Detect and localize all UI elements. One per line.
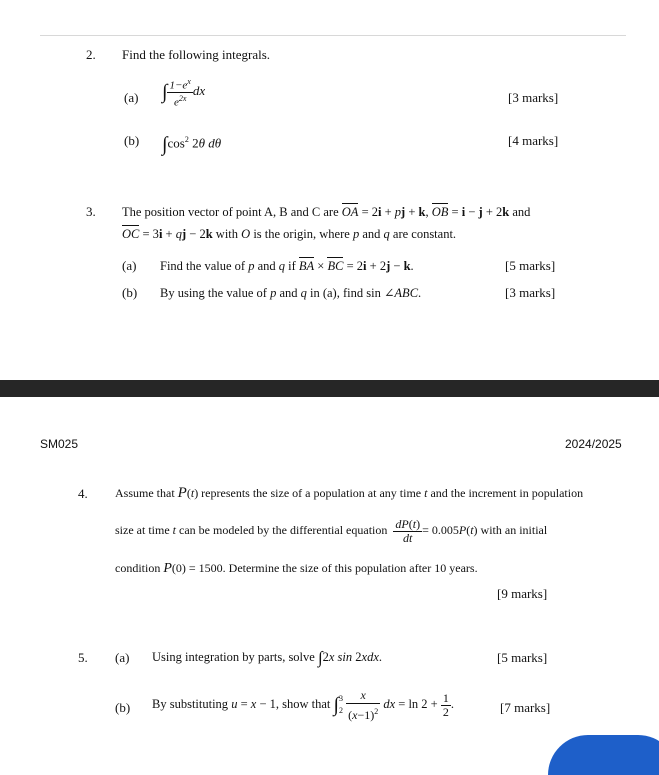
q3-line2: OC = 3i + qj − 2k with O is the origin, where p and q are constant.: [122, 227, 457, 241]
q5a-marks: [5 marks]: [497, 650, 548, 665]
course-code: SM025: [40, 437, 79, 451]
q2a-expression: ∫ $\frac{1-e^x}{e^{2x}}$ dx: [162, 77, 206, 109]
q3a-text: Find the value of p and q if BA × BC = 2i + 2j − k.: [160, 259, 414, 273]
q2-stem: Find the following integrals.: [122, 47, 271, 62]
q2a-marks: [3 marks]: [508, 90, 559, 105]
q3-number: 3.: [86, 204, 96, 219]
q2a-label: (a): [124, 90, 139, 105]
top-divider: [40, 35, 626, 36]
q5a-text: Using integration by parts, solve ∫2x sin 2xdx.: [152, 648, 382, 668]
q4-line1: Assume that P(t) represents the size of a population at any time t and the increment in population: [115, 485, 584, 501]
q2b-marks: [4 marks]: [508, 133, 559, 148]
q5b-label: (b): [115, 700, 131, 715]
session-year: 2024/2025: [565, 437, 622, 451]
q5b-text: By substituting u = x − 1, show that ∫3 2 $\frac{x}{(x-1)^2}$ dx = ln 2 + $\frac{1}{2}$ .: [152, 687, 454, 722]
q4-marks: [9 marks]: [497, 586, 548, 601]
q2b-label: (b): [124, 133, 140, 148]
q3-line1: The position vector of point A, B and C are OA = 2i + pj + k, OB = i − j + 2k and: [122, 205, 531, 219]
q4-number: 4.: [78, 486, 88, 501]
floating-action-tab[interactable]: [548, 735, 659, 775]
q5b-marks: [7 marks]: [500, 700, 551, 715]
q4-line2: size at time t can be modeled by the differential equation $\frac{dP(t)}{dt}$ = 0.005P(t) with an initial: [115, 516, 548, 545]
exam-page-upper: [0, 0, 659, 380]
q3a-marks: [5 marks]: [505, 258, 556, 273]
q3b-label: (b): [122, 285, 138, 300]
page-break-band: [0, 380, 659, 397]
q5a-label: (a): [115, 650, 130, 665]
q4-line3: condition P(0) = 1500. Determine the size of this population after 10 years.: [115, 561, 478, 576]
q3b-marks: [3 marks]: [505, 285, 556, 300]
q3a-label: (a): [122, 258, 137, 273]
q2b-expression: $\int\cos^2$ 2θ dθ: [162, 133, 222, 156]
q3b-text: By using the value of p and q in (a), find sin ∠ABC.: [160, 286, 422, 300]
q5-number: 5.: [78, 650, 88, 665]
q2-number: 2.: [86, 47, 96, 62]
